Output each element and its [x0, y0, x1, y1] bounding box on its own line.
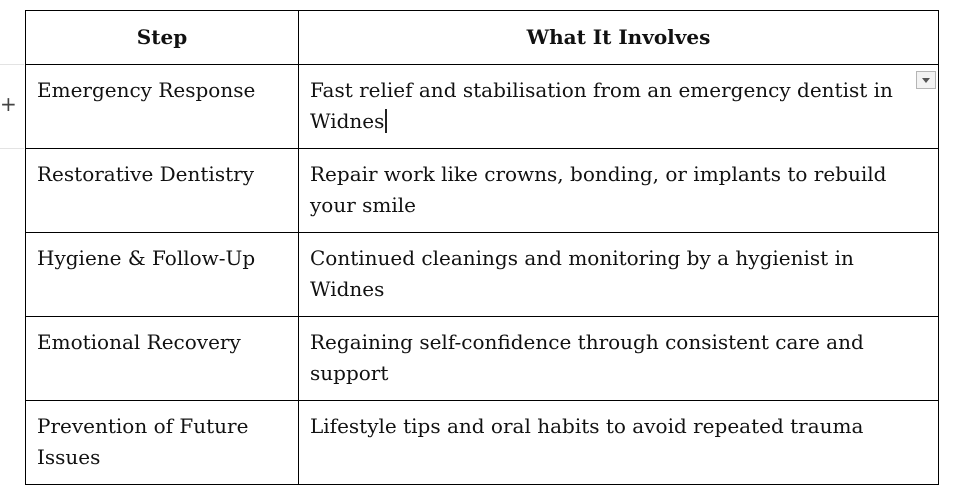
row-guide-line-top: [0, 64, 24, 65]
cell-text: Fast relief and stabilisation from an emergency dentist in Widnes: [310, 78, 893, 133]
table-row: [26, 149, 939, 233]
table-row: [26, 317, 939, 401]
table-cell-involves[interactable]: Lifestyle tips and oral habits to avoid repeated trauma: [299, 401, 939, 485]
table-cell-step[interactable]: Prevention of Future Issues: [26, 401, 299, 485]
table-cell-step[interactable]: Emotional Recovery: [26, 317, 299, 401]
column-header-what-it-involves[interactable]: What It Involves: [299, 11, 939, 65]
cell-menu-dropdown-arrow-icon[interactable]: [916, 71, 936, 89]
column-header-step[interactable]: Step: [26, 11, 299, 65]
table-cell-involves[interactable]: Regaining self-confidence through consistent care and support: [299, 317, 939, 401]
insert-row-plus-icon[interactable]: +: [0, 92, 17, 116]
text-caret: [385, 109, 387, 133]
table-header-row: [26, 11, 939, 65]
table-row: [26, 401, 939, 485]
steps-table: [25, 10, 939, 485]
table-cell-step[interactable]: Restorative Dentistry: [26, 149, 299, 233]
row-guide-line-bottom: [0, 148, 24, 149]
table-row: [26, 65, 939, 149]
table-cell-step[interactable]: Hygiene & Follow-Up: [26, 233, 299, 317]
table-cell-involves[interactable]: Continued cleanings and monitoring by a hygienist in Widnes: [299, 233, 939, 317]
table-cell-involves-active[interactable]: [299, 65, 939, 149]
table-row: [26, 233, 939, 317]
table-cell-step[interactable]: Emergency Response: [26, 65, 299, 149]
table-cell-involves[interactable]: Repair work like crowns, bonding, or implants to rebuild your smile: [299, 149, 939, 233]
